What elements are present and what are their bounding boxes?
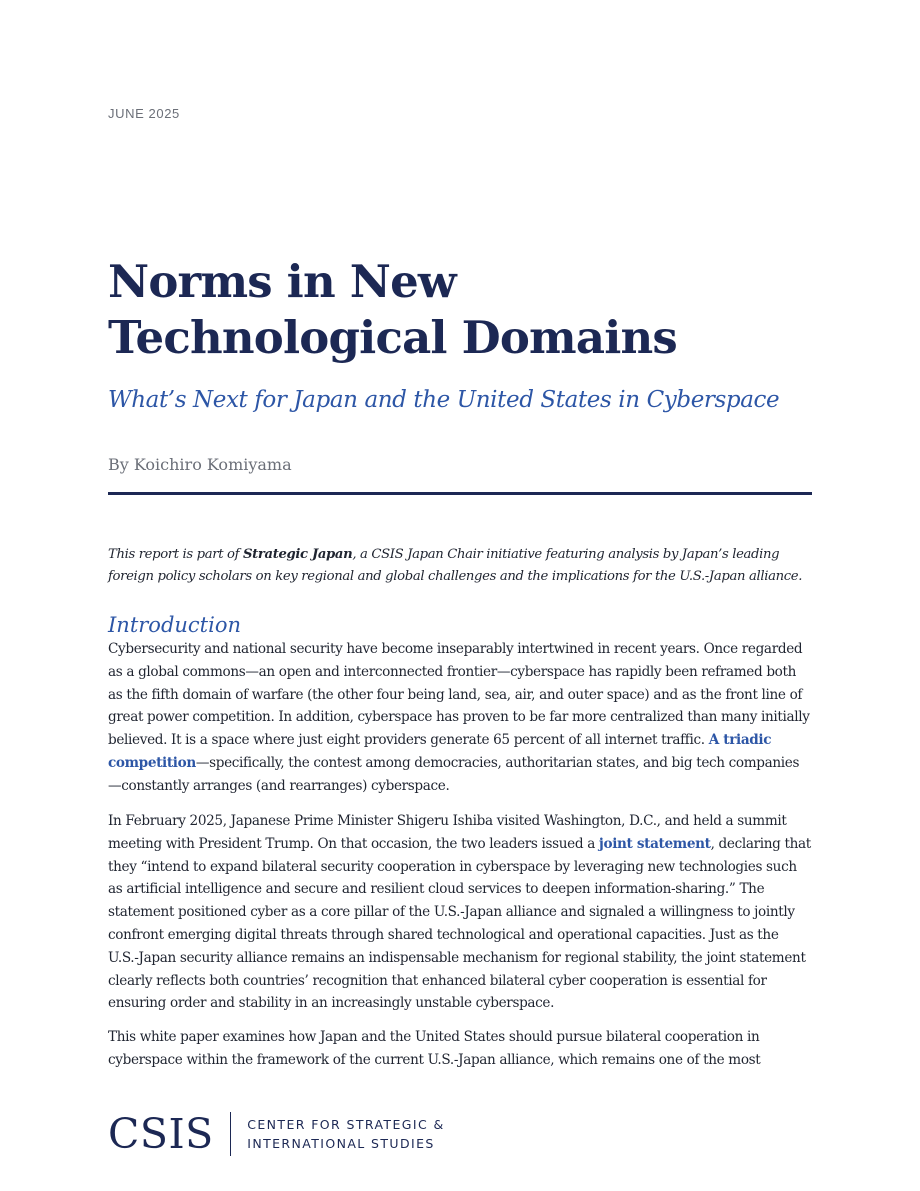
section-heading-introduction: Introduction (108, 613, 241, 637)
intro-p1-text-before: Cybersecurity and national security have become inseparably intertwined in recent years. Once regarded as a global commons—an open and interconnected frontier—cyberspace has rapidly been reframed both as the fifth domain of warfare (the other four being land, sea, air, and outer space) and as the front line of great power competition. In addition, cyberspace has proven to be far more centralized than many initially believed. It is a space where just eight providers generate 65 percent of all internet traffic. (108, 641, 810, 749)
publication-date: JUNE 2025 (108, 106, 180, 121)
intro-p2-text-after: , declaring that they “intend to expand bilateral security cooperation in cyberspace by leveraging new technologies such as artificial intelligence and secure and resilient cloud services to deepen information-sharing.” The statement positioned cyber as a core pillar of the U.S.-Japan alliance and signaled a willingness to jointly confront emerging digital threats through shared technological and operational capacities. Just as the U.S.-Japan security alliance remains an indispensable mechanism for regional stability, the joint statement clearly reflects both countries’ recognition that enhanced bilateral cyber cooperation is essential for ensuring order and stability in an increasingly unstable cyberspace. (108, 835, 811, 1012)
logo-text-line-2: INTERNATIONAL STUDIES (247, 1136, 435, 1151)
report-subtitle: What’s Next for Japan and the United States in Cyberspace (108, 387, 780, 413)
report-page (108, 0, 812, 1191)
logo-divider (230, 1112, 232, 1156)
author-byline: By Koichiro Komiyama (108, 455, 292, 474)
joint-statement-link[interactable]: joint statement (598, 835, 711, 852)
triadic-competition-link[interactable]: A triadic competition (108, 732, 772, 771)
title-divider (108, 492, 812, 495)
report-title-line-1: Norms in New (108, 255, 456, 308)
csis-logo (108, 1108, 445, 1160)
csis-logo-wordmark (247, 1115, 444, 1153)
report-title-line-2: Technological Domains (108, 311, 677, 364)
intro-p1-text-after: —specifically, the contest among democracies, authoritarian states, and big tech companies—constantly arranges (and rearranges) cyberspace. (108, 754, 800, 794)
series-note-suffix: , a CSIS Japan Chair initiative featuring analysis by Japan’s leading foreign policy scholars on key regional and global challenges and the implications for the U.S.-Japan alliance. (108, 547, 803, 584)
intro-p2-text-before: In February 2025, Japanese Prime Minister Shigeru Ishiba visited Washington, D.C., and held a summit meeting with President Trump. On that occasion, the two leaders issued a (108, 813, 787, 852)
intro-paragraph-2 (108, 810, 812, 1015)
intro-paragraph-3: This white paper examines how Japan and the United States should pursue bilateral cooperation in cyberspace within the framework of the current U.S.-Japan alliance, which remains one of the most (108, 1029, 761, 1068)
intro-paragraph-1 (108, 638, 812, 798)
series-note-prefix: This report is part of (108, 547, 243, 562)
series-note (108, 544, 812, 588)
csis-logo-mark: CSIS (108, 1110, 214, 1158)
report-title (108, 254, 812, 366)
series-name: Strategic Japan (243, 547, 353, 562)
logo-text-line-1: CENTER FOR STRATEGIC & (247, 1117, 445, 1132)
